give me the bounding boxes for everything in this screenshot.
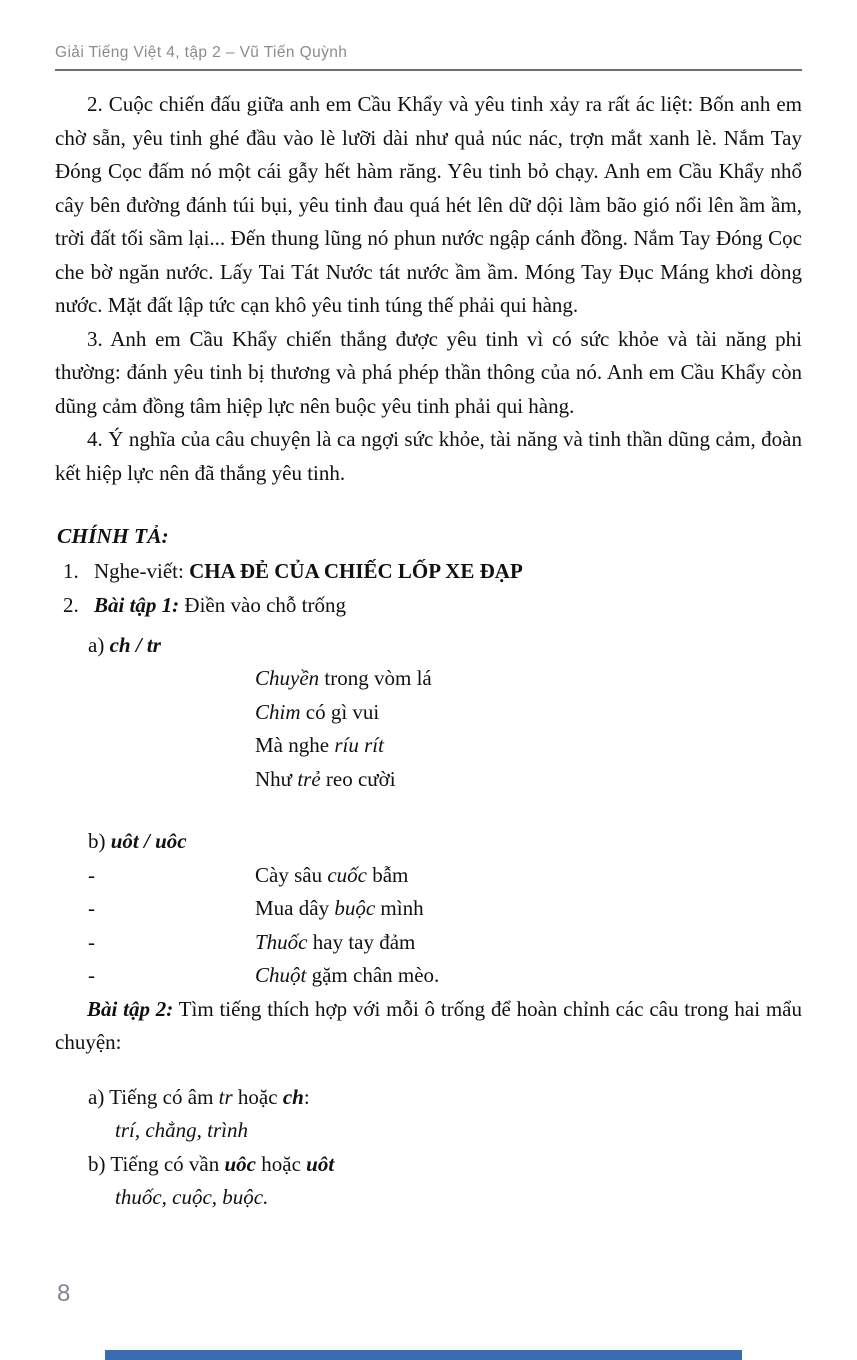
dash-bullet: - bbox=[88, 896, 95, 920]
text-segment: Chuyền bbox=[255, 666, 320, 690]
list-item-number: 1. bbox=[63, 558, 79, 583]
running-header-title: Giải Tiếng Việt 4, tập 2 – Vũ Tiến Quỳnh bbox=[55, 44, 348, 61]
answer-b-words bbox=[115, 1181, 802, 1215]
document-page bbox=[0, 44, 857, 1360]
text-segment: trẻ bbox=[297, 766, 321, 791]
text-segment: Thuốc bbox=[255, 929, 308, 954]
answer-b-line bbox=[88, 1148, 802, 1182]
text-segment: Bài tập 2: bbox=[87, 996, 174, 1021]
text-segment: có gì vui bbox=[300, 699, 380, 724]
text-segment: Chim bbox=[255, 699, 301, 724]
story-paragraph-2: 2. Cuộc chiến đấu giữa anh em Cầu Khẩy và yêu tinh xảy ra rất ác liệt: Bốn anh em chờ sẵn, yêu tinh ghé đầu vào lè lưỡi dài như quả núc nác, trợn mắt xanh lè. Nắm Tay Đóng Cọc đấm nó một cái gẫy hết hàm răng. Yêu tinh bỏ chạy. Anh em Cầu Khẩy nhổ cây bên đường đánh túi bụi, yêu tinh đau quá hét lên dữ dội làm bão gió nổi lên ầm ầm, trời đất tối sầm lại... Đến thung lũng nó phun nước ngập cánh đồng. Nắm Tay Đóng Cọc che bờ ngăn nước. Lấy Tai Tát Nước tát nước ầm ầm. Móng Tay Đục Máng khơi dòng nước. Mặt đất lập tức cạn khô yêu tinh túng thế phải qui hàng. bbox=[55, 92, 802, 317]
text-segment: uôt / uôc bbox=[110, 829, 187, 853]
text-segment: reo cười bbox=[320, 766, 396, 791]
text-segment: Mua dây bbox=[255, 896, 335, 920]
list-item-nghe-viet bbox=[63, 554, 802, 588]
text-segment: trí, chẳng, trình bbox=[115, 1118, 249, 1142]
answer-a-line bbox=[88, 1081, 802, 1115]
list-item-bai-tap-1 bbox=[63, 588, 802, 622]
text-segment: Mà nghe bbox=[255, 733, 335, 757]
list-item-text bbox=[94, 588, 346, 622]
text-segment: tr bbox=[218, 1084, 233, 1109]
header-rule bbox=[55, 69, 802, 71]
dash-bullet: - bbox=[88, 963, 95, 987]
page-content bbox=[0, 44, 857, 1215]
text-segment: b) bbox=[88, 829, 111, 853]
text-segment: ríu rít bbox=[334, 733, 384, 757]
story-paragraph-4: 4. Ý nghĩa của câu chuyện là ca ngợi sức khỏe, tài năng và tinh thần dũng cảm, đoàn kết hiệp lực nên đã thắng yêu tinh. bbox=[55, 427, 802, 485]
poem-line bbox=[255, 763, 802, 797]
dash-item-text bbox=[255, 863, 408, 887]
text-segment: cuốc bbox=[327, 862, 367, 887]
text-segment: Cày sâu bbox=[255, 862, 328, 887]
text-segment: Chuột bbox=[255, 963, 307, 987]
story-paragraph-3: 3. Anh em Cầu Khẩy chiến thắng được yêu tinh vì có sức khỏe và tài năng phi thường: đánh yêu tinh bị thương và phá phép thần thông của nó. Anh em Cầu Khẩy còn dũng cảm đồng tâm hiệp lực nên buộc yêu tinh phải qui hàng. bbox=[55, 326, 802, 418]
dash-item bbox=[88, 959, 802, 993]
text-segment: Nghe-viết: bbox=[94, 558, 190, 583]
dash-item bbox=[88, 926, 802, 960]
text-segment: Như bbox=[255, 766, 298, 791]
text-segment: : bbox=[303, 1084, 310, 1109]
text-segment: hoặc bbox=[232, 1084, 283, 1109]
text-segment: a) Tiếng có âm bbox=[88, 1084, 219, 1109]
text-segment: gặm chân mèo. bbox=[306, 963, 440, 987]
poem-line bbox=[255, 662, 802, 696]
text-segment: thuốc, cuộc, buộc. bbox=[115, 1185, 269, 1209]
poem-line bbox=[255, 696, 802, 730]
dash-bullet: - bbox=[88, 929, 95, 954]
text-segment: ch bbox=[282, 1084, 304, 1109]
text-segment: ch / tr bbox=[109, 632, 161, 657]
part-b-heading bbox=[88, 825, 802, 859]
text-segment: CHA ĐẺ CỦA CHIẾC LỐP XE ĐẠP bbox=[189, 558, 523, 583]
poem-line bbox=[255, 729, 802, 763]
text-segment: trong vòm lá bbox=[319, 666, 432, 690]
text-segment: uôt bbox=[306, 1151, 335, 1176]
spacer bbox=[55, 796, 802, 825]
text-segment: mình bbox=[375, 896, 424, 920]
dash-item-text bbox=[255, 963, 439, 987]
section-heading-chinh-ta: CHÍNH TẢ: bbox=[57, 524, 169, 548]
dash-bullet: - bbox=[88, 862, 95, 887]
dash-item-text bbox=[255, 930, 415, 954]
running-header bbox=[55, 44, 802, 71]
dash-item-text bbox=[255, 896, 424, 920]
text-segment: Tìm tiếng thích hợp với mỗi ô trống để hoàn chỉnh các câu trong hai mẩu chuyện: bbox=[55, 996, 802, 1054]
part-a-heading bbox=[88, 629, 802, 663]
text-segment: bẫm bbox=[366, 862, 409, 887]
answer-a-words bbox=[115, 1114, 802, 1148]
text-segment: hoặc bbox=[256, 1151, 307, 1176]
text-segment: Bài tập 1: bbox=[94, 592, 180, 617]
dash-item bbox=[88, 892, 802, 926]
list-item-number: 2. bbox=[63, 592, 79, 617]
text-segment: b) Tiếng có vần bbox=[88, 1151, 225, 1176]
list-item-text bbox=[94, 554, 523, 588]
page-number: 8 bbox=[57, 1280, 71, 1307]
text-segment: buộc bbox=[334, 896, 376, 920]
text-segment: a) bbox=[88, 632, 110, 657]
text-segment: hay tay đảm bbox=[307, 929, 416, 954]
text-segment: uôc bbox=[224, 1151, 256, 1176]
bai-tap-2-paragraph bbox=[55, 993, 802, 1060]
dash-item bbox=[88, 859, 802, 893]
text-segment: Điền vào chỗ trống bbox=[179, 592, 346, 617]
bottom-blue-bar bbox=[105, 1350, 742, 1360]
